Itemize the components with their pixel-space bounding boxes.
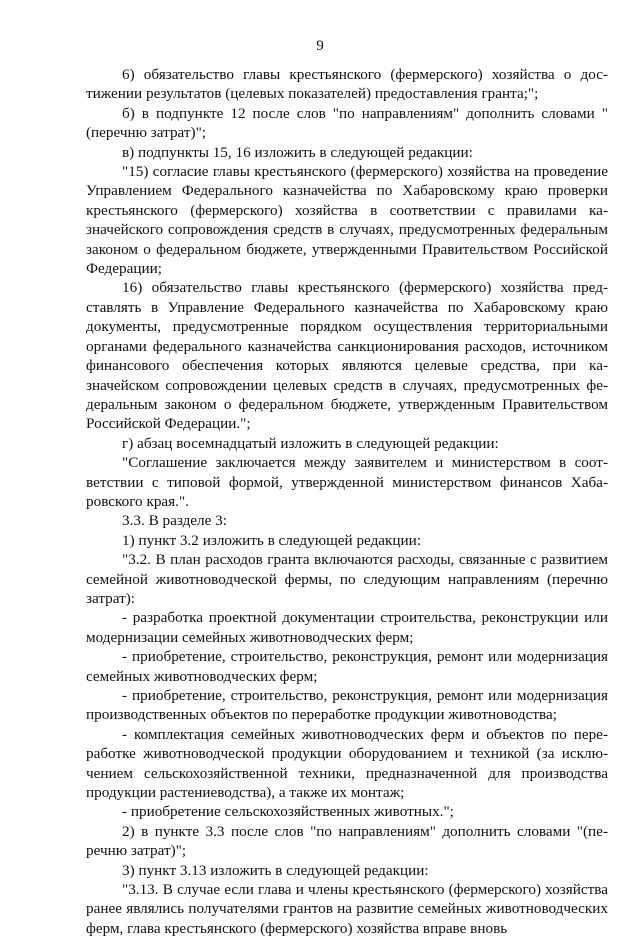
paragraph-item-6-obligation: 6) обязательство главы крестьянского (фермерского) хозяйства о достижении результатов (целевых показателей) предоставления гранта;"; [86, 66, 608, 103]
page-number: 9 [316, 38, 324, 54]
paragraph-agreement: "Соглашение заключается между заявителем и министерством в соответствии с типовой формой, утвержденной министерством финансов Хабаровского края.". [86, 454, 608, 510]
paragraph-point-3-2-text: "3.2. В план расходов гранта включаются расходы, связанные с развитием семейной животноводческой фермы, по следующим направлениям (перечню затрат): [86, 551, 608, 607]
paragraph-point-3-13-text: "3.13. В случае если глава и члены крестьянского (фермерского) хозяйства ранее являлись получателями грантов на развитие семейных животноводческих ферм, глава крестьянского (фермерского) хозяйства вправе вновь [86, 881, 608, 937]
list-item-equipment: - комплектация семейных животноводческих ферм и объектов по переработке животноводческой продукции оборудованием и техникой (за исключением сельскохозяйственной техники, предназначенной для производства продукции растениеводства), а также их монтаж; [86, 725, 608, 802]
paragraph-point-3-13-instruction: 3) пункт 3.13 изложить в следующей редакции: [122, 861, 429, 879]
document-body [86, 65, 608, 938]
list-item-design-documentation: - разработка проектной документации строительства, реконструкции или модернизации семейных животноводческих ферм; [86, 609, 608, 646]
paragraph-point-3-3: 2) в пункте 3.3 после слов "по направлениям" дополнить словами "(перечню затрат)"; [86, 822, 608, 860]
paragraph-subitem-g: г) абзац восемнадцатый изложить в следующей редакции: [122, 434, 499, 452]
paragraph-section-3-3: 3.3. В разделе 3: [122, 512, 227, 530]
paragraph-subitem-v: в) подпункты 15, 16 изложить в следующей редакции: [122, 143, 473, 161]
list-item-farm-modernization: - приобретение, строительство, реконструкция, ремонт или модернизация семейных животноводческих ферм; [86, 648, 608, 685]
paragraph-point-3-2-instruction: 1) пункт 3.2 изложить в следующей редакции: [122, 531, 422, 549]
paragraph-subitem-b: б) в подпункте 12 после слов "по направлениям" дополнить словами "(перечню затрат)"; [86, 104, 608, 142]
list-item-animals: - приобретение сельскохозяйственных животных."; [122, 803, 454, 821]
list-item-processing-facilities: - приобретение, строительство, реконструкция, ремонт или модернизация производственных объектов по переработке продукции животноводства; [86, 687, 608, 724]
paragraph-item-15-consent: "15) согласие главы крестьянского (фермерского) хозяйства на проведение Управлением Федерального казначейства по Хабаровскому краю проверки крестьянского (фермерского) хозяйства в соответствии с правилами казначейского сопровождения средств в случаях, предусмотренных федеральным законом о федеральном бюджете, утвержденными Правительством Российской Федерации; [86, 163, 608, 278]
paragraph-item-16-obligation: 16) обязательство главы крестьянского (фермерского) хозяйства представлять в Управление Федерального казначейства по Хабаровскому краю документы, предусмотренные порядком осуществления территориальными органами федерального казначейства санкционирования расходов, источником финансового обеспечения которых являются целевые средства, при казначейском сопровождении целевых средств в случаях, предусмотренных федеральным законом о федеральном бюджете, утвержденным Правительством Российской Федерации."; [86, 279, 608, 433]
